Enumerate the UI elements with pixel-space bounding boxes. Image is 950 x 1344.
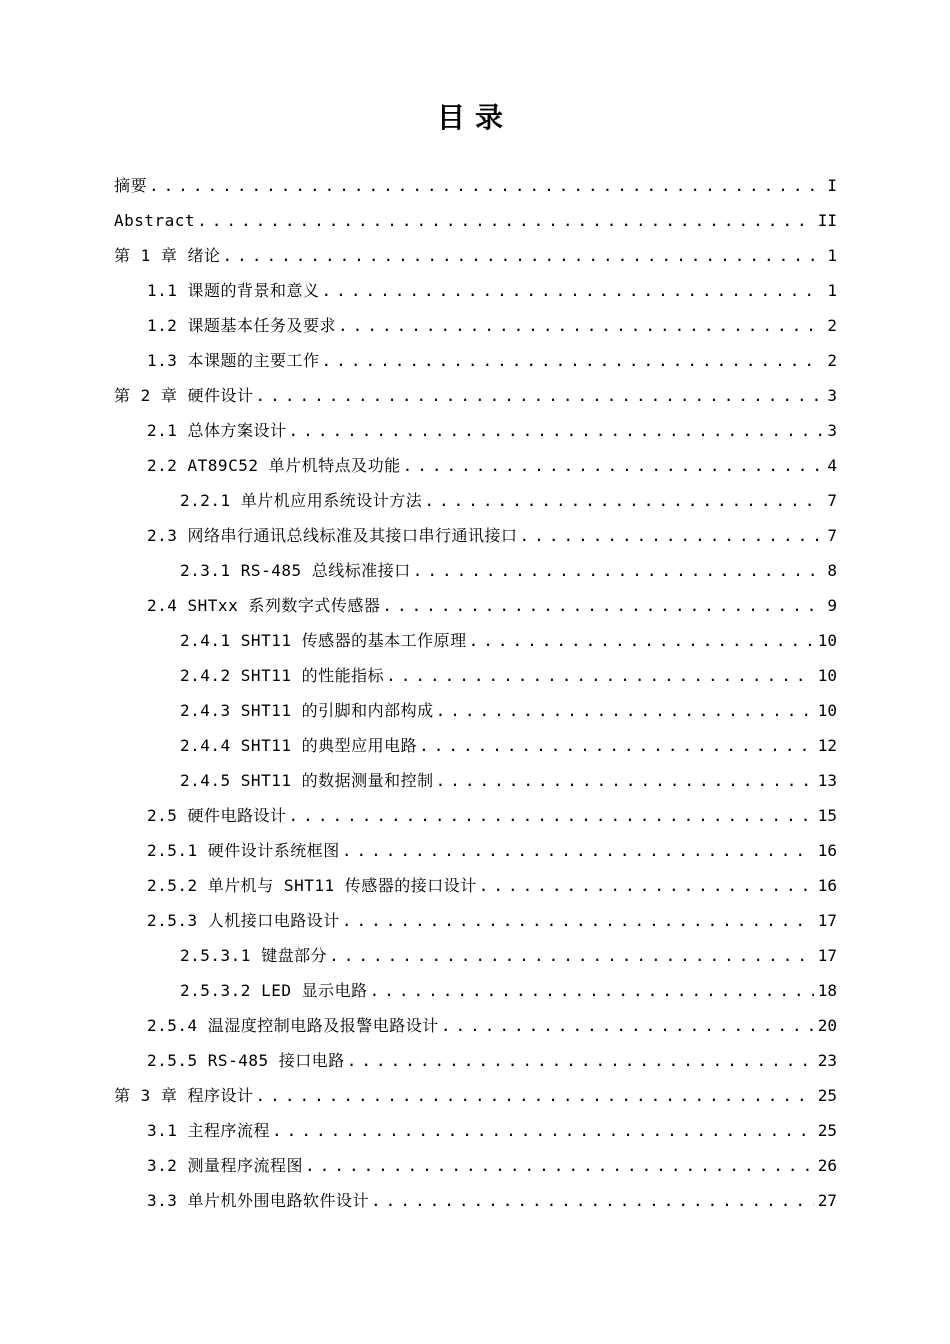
toc-page-number: 3 [827, 386, 837, 405]
toc-dot-leader [382, 592, 823, 620]
toc-dot-leader [386, 662, 814, 690]
toc-entry[interactable] [114, 1082, 837, 1117]
toc-entry[interactable] [114, 557, 837, 592]
toc-page-number: I [827, 176, 837, 195]
toc-dot-leader [520, 522, 824, 550]
toc-title: 目录 [436, 101, 513, 134]
toc-entry-title: 2.5.1 硬件设计系统框图 [147, 841, 340, 860]
toc-entry-title: 2.3.1 RS-485 总线标准接口 [180, 561, 411, 580]
toc-dot-leader [256, 382, 824, 410]
toc-dot-leader [419, 732, 814, 760]
toc-page-number: 9 [827, 596, 837, 615]
toc-dot-leader [329, 942, 814, 970]
toc-page-number: 15 [817, 806, 837, 825]
toc-entry[interactable] [114, 837, 837, 872]
toc-entry-title: Abstract [114, 211, 196, 230]
toc-dot-leader [322, 347, 824, 375]
toc-entry-title: 2.2 AT89C52 单片机特点及功能 [147, 456, 401, 475]
toc-entry-title: 2.4.1 SHT11 传感器的基本工作原理 [180, 631, 467, 650]
table-of-contents [114, 172, 837, 1222]
toc-entry-title: 3.2 测量程序流程图 [147, 1156, 304, 1175]
toc-page-number: 1 [827, 246, 837, 265]
toc-dot-leader [223, 242, 824, 270]
toc-page-number: 27 [817, 1191, 837, 1210]
toc-page-number: 16 [817, 841, 837, 860]
toc-page-number: 7 [827, 526, 837, 545]
toc-entry[interactable] [114, 1047, 837, 1082]
toc-dot-leader [338, 312, 823, 340]
toc-page-number: 7 [827, 491, 837, 510]
toc-entry-title: 2.5.2 单片机与 SHT11 传感器的接口设计 [147, 876, 477, 895]
toc-page-number: 4 [827, 456, 837, 475]
toc-entry[interactable] [114, 907, 837, 942]
toc-entry[interactable] [114, 872, 837, 907]
toc-entry-title: 摘要 [114, 176, 148, 195]
toc-entry[interactable] [114, 312, 837, 347]
toc-page-number: 10 [817, 631, 837, 650]
toc-page-number: 2 [827, 351, 837, 370]
toc-entry[interactable] [114, 802, 837, 837]
toc-entry-title: 3.1 主程序流程 [147, 1121, 271, 1140]
toc-entry[interactable] [114, 942, 837, 977]
toc-entry[interactable] [114, 697, 837, 732]
toc-dot-leader [342, 907, 814, 935]
toc-entry[interactable] [114, 487, 837, 522]
toc-entry[interactable] [114, 417, 837, 452]
toc-page-number: 3 [827, 421, 837, 440]
toc-entry[interactable] [114, 347, 837, 382]
toc-dot-leader [256, 1082, 814, 1110]
toc-dot-leader [441, 1012, 814, 1040]
toc-dot-leader [197, 207, 814, 235]
toc-page-number: 26 [817, 1156, 837, 1175]
toc-dot-leader [424, 487, 823, 515]
toc-dot-leader [272, 1117, 814, 1145]
toc-dot-leader [370, 977, 814, 1005]
toc-entry[interactable] [114, 977, 837, 1012]
toc-entry[interactable] [114, 767, 837, 802]
toc-page-number: 1 [827, 281, 837, 300]
toc-page-number: 23 [817, 1051, 837, 1070]
toc-dot-leader [479, 872, 814, 900]
toc-entry[interactable] [114, 662, 837, 697]
toc-dot-leader [469, 627, 814, 655]
toc-entry-title: 2.4.5 SHT11 的数据测量和控制 [180, 771, 434, 790]
toc-page-number: 12 [817, 736, 837, 755]
toc-entry-title: 2.5.3.2 LED 显示电路 [180, 981, 368, 1000]
toc-page-number: 17 [817, 911, 837, 930]
toc-entry-title: 2.4.4 SHT11 的典型应用电路 [180, 736, 418, 755]
toc-entry[interactable] [114, 627, 837, 662]
toc-entry[interactable] [114, 1117, 837, 1152]
toc-entry[interactable] [114, 1012, 837, 1047]
toc-dot-leader [305, 1152, 814, 1180]
toc-dot-leader [342, 837, 814, 865]
toc-entry-title: 2.1 总体方案设计 [147, 421, 287, 440]
toc-page-number: 8 [827, 561, 837, 580]
toc-page-number: 25 [817, 1121, 837, 1140]
toc-entry-title: 2.4 SHTxx 系列数字式传感器 [147, 596, 381, 615]
toc-dot-leader [413, 557, 824, 585]
toc-page-number: 20 [817, 1016, 837, 1035]
toc-dot-leader [403, 452, 824, 480]
toc-entry-title: 第 1 章 绪论 [114, 246, 221, 265]
toc-page-number: 13 [817, 771, 837, 790]
toc-entry[interactable] [114, 242, 837, 277]
toc-entry[interactable] [114, 732, 837, 767]
toc-dot-leader [347, 1047, 814, 1075]
toc-entry-title: 2.5.3 人机接口电路设计 [147, 911, 340, 930]
toc-dot-leader [322, 277, 824, 305]
toc-page-number: 18 [817, 981, 837, 1000]
toc-entry-title: 1.2 课题基本任务及要求 [147, 316, 337, 335]
toc-entry-title: 1.1 课题的背景和意义 [147, 281, 320, 300]
toc-page-number: 25 [817, 1086, 837, 1105]
toc-page-number: 10 [817, 701, 837, 720]
toc-entry-title: 第 2 章 硬件设计 [114, 386, 254, 405]
toc-entry-title: 2.4.2 SHT11 的性能指标 [180, 666, 385, 685]
toc-dot-leader [289, 417, 824, 445]
toc-entry[interactable] [114, 592, 837, 627]
toc-dot-leader [436, 697, 814, 725]
toc-page-number: 16 [817, 876, 837, 895]
toc-page-number: II [817, 211, 837, 230]
toc-entry-title: 2.5.4 温湿度控制电路及报警电路设计 [147, 1016, 439, 1035]
toc-entry[interactable] [114, 207, 837, 242]
toc-entry[interactable] [114, 277, 837, 312]
toc-entry-title: 2.5.5 RS-485 接口电路 [147, 1051, 345, 1070]
toc-dot-leader [371, 1187, 814, 1215]
toc-entry[interactable] [114, 452, 837, 487]
toc-entry-title: 2.5.3.1 键盘部分 [180, 946, 328, 965]
toc-entry[interactable] [114, 1187, 837, 1222]
toc-dot-leader [436, 767, 814, 795]
toc-entry[interactable] [114, 1152, 837, 1187]
toc-dot-leader [149, 172, 823, 200]
toc-page-number: 10 [817, 666, 837, 685]
toc-entry-title: 第 3 章 程序设计 [114, 1086, 254, 1105]
toc-entry[interactable] [114, 172, 837, 207]
toc-entry-title: 1.3 本课题的主要工作 [147, 351, 320, 370]
toc-entry-title: 2.5 硬件电路设计 [147, 806, 287, 825]
toc-page-number: 17 [817, 946, 837, 965]
toc-entry-title: 2.4.3 SHT11 的引脚和内部构成 [180, 701, 434, 720]
toc-page-number: 2 [827, 316, 837, 335]
toc-entry-title: 3.3 单片机外围电路软件设计 [147, 1191, 370, 1210]
toc-entry-title: 2.3 网络串行通讯总线标准及其接口串行通讯接口 [147, 526, 518, 545]
toc-entry[interactable] [114, 382, 837, 417]
toc-entry[interactable] [114, 522, 837, 557]
toc-entry-title: 2.2.1 单片机应用系统设计方法 [180, 491, 423, 510]
toc-dot-leader [289, 802, 814, 830]
